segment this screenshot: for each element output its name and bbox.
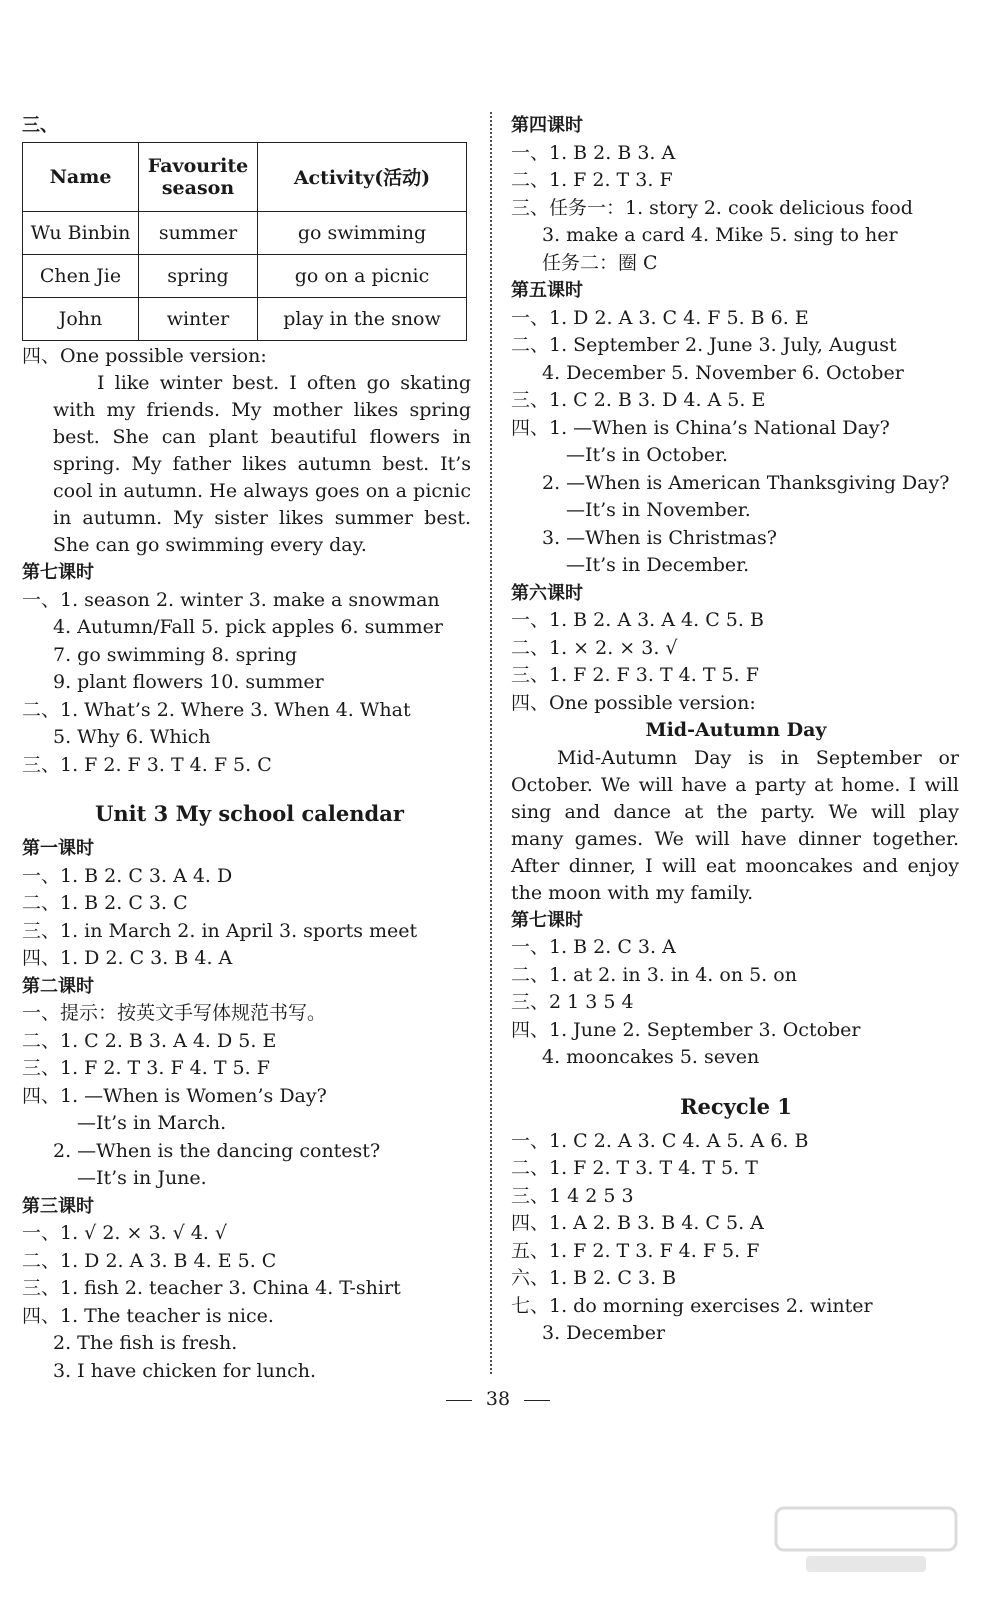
answer-line: 四、1. A 2. B 3. B 4. C 5. A — [511, 1212, 764, 1234]
answer-line: 四、1. —When is Women’s Day? — [22, 1084, 327, 1107]
answer-line: 4. Autumn/Fall 5. pick apples 6. summer — [53, 616, 443, 638]
answer-line: 3. make a card 4. Mike 5. sing to her — [542, 224, 898, 246]
essay-title: Mid-Autumn Day — [645, 719, 827, 741]
answer-line: 三、1. fish 2. teacher 3. China 4. T-shirt — [22, 1277, 401, 1299]
answer-line: 一、提示：按英文手写体规范书写。 — [22, 1002, 327, 1024]
unit-3-title: Unit 3 My school calendar — [95, 801, 404, 826]
answer-line: 二、1. C 2. B 3. A 4. D 5. E — [22, 1029, 277, 1052]
answer-line: 任务二：圈 C — [542, 251, 658, 274]
table-header-season: Favourite season — [139, 142, 258, 211]
lesson-5-title: 第五课时 — [511, 280, 583, 301]
answer-line: 三、1 4 2 5 3 — [511, 1184, 634, 1207]
table-row — [23, 254, 467, 297]
answer-line: 三、2 1 3 5 4 — [511, 991, 634, 1013]
table-cell: go on a picnic — [258, 254, 467, 297]
answer-line: 二、1. What’s 2. Where 3. When 4. What — [22, 698, 411, 721]
answer-line: 二、1. × 2. × 3. √ — [511, 636, 678, 659]
table-header-activity: Activity(活动) — [258, 142, 467, 211]
answer-line: 2. —When is American Thanksgiving Day? — [542, 471, 950, 494]
answer-line: 七、1. do morning exercises 2. winter — [511, 1294, 873, 1317]
answer-line: 三、1. F 2. T 3. F 4. T 5. F — [22, 1057, 270, 1079]
u3-lesson-3-title: 第三课时 — [22, 1195, 94, 1217]
answer-line: 四、1. D 2. C 3. B 4. A — [22, 947, 233, 969]
answer-line: —It’s in December. — [566, 554, 750, 576]
answer-line: 一、1. B 2. A 3. A 4. C 5. B — [511, 609, 764, 631]
essay-mid-autumn: Mid-Autumn Day is in September or October. We will have a party at home. I will sing and dance at the party. We will play many games. We will have dinner together. After dinner, I will eat mooncakes and enjoy the moon with my family. — [511, 746, 959, 904]
answer-line: 一、1. B 2. C 3. A 4. D — [22, 864, 233, 887]
answer-line: 四、1. —When is China’s National Day? — [511, 416, 890, 439]
lesson-6-title: 第六课时 — [511, 582, 583, 604]
answer-line: 一、1. season 2. winter 3. make a snowman — [22, 588, 440, 611]
answer-line: 一、1. √ 2. × 3. √ 4. √ — [22, 1222, 228, 1244]
lesson-7b-title: 第七课时 — [511, 909, 583, 931]
u3-lesson-1-title: 第一课时 — [22, 838, 94, 859]
answer-line: 2. The fish is fresh. — [53, 1332, 238, 1354]
table-header-name: Name — [23, 142, 139, 211]
favourite-season-table — [22, 142, 467, 341]
page-number-dash-right — [524, 1400, 550, 1401]
answer-line: 四、1. The teacher is nice. — [22, 1304, 274, 1327]
essay-winter: I like winter best. I often go skating with my friends. My mother likes spring best. She can plant beautiful flowers in spring. My father likes autumn best. It’s cool in autumn. He always goes on a picnic in autumn. My sister likes summer best. She can go swimming every day. — [53, 372, 471, 556]
table-cell: go swimming — [258, 211, 467, 254]
answer-line: 一、1. D 2. A 3. C 4. F 5. B 6. E — [511, 306, 809, 329]
column-divider — [490, 112, 492, 1374]
table-cell: John — [23, 297, 139, 340]
answer-line: 4. mooncakes 5. seven — [542, 1046, 760, 1068]
answer-line: 二、1. at 2. in 3. in 4. on 5. on — [511, 963, 797, 986]
page-number-dash-left — [446, 1400, 472, 1401]
table-row — [23, 297, 467, 340]
answer-line: 二、1. September 2. June 3. July, August — [511, 334, 897, 356]
table-header-row — [23, 142, 467, 211]
answer-line: —It’s in June. — [77, 1167, 207, 1189]
answer-line: 四、One possible version: — [511, 691, 756, 714]
answer-line: 9. plant flowers 10. summer — [53, 671, 324, 693]
answer-line: 二、1. F 2. T 3. T 4. T 5. T — [511, 1157, 758, 1179]
left-column — [22, 112, 477, 1385]
answer-line: —It’s in March. — [77, 1112, 227, 1134]
answer-line: 3. —When is Christmas? — [542, 526, 777, 549]
answer-line: 三、1. F 2. F 3. T 4. F 5. C — [22, 753, 272, 776]
answer-line: 三、1. in March 2. in April 3. sports meet — [22, 919, 418, 942]
answer-line: 5. Why 6. Which — [53, 726, 211, 748]
answer-line: —It’s in October. — [566, 444, 729, 466]
answer-line: 三、任务一：1. story 2. cook delicious food — [511, 196, 913, 219]
page-number-value: 38 — [485, 1388, 511, 1410]
answer-line: 三、1. F 2. F 3. T 4. T 5. F — [511, 664, 759, 686]
table-cell: Wu Binbin — [23, 211, 139, 254]
lesson-4-title: 第四课时 — [511, 115, 583, 136]
page-number — [0, 1388, 996, 1410]
answer-line: 四、1. June 2. September 3. October — [511, 1018, 861, 1041]
answer-line: 7. go swimming 8. spring — [53, 643, 298, 666]
table-cell: play in the snow — [258, 297, 467, 340]
answer-line: 3. December — [542, 1322, 666, 1344]
answer-line: 五、1. F 2. T 3. F 4. F 5. F — [511, 1239, 760, 1262]
recycle-title: Recycle 1 — [680, 1093, 792, 1119]
watermark-logo-icon — [766, 1500, 966, 1580]
answer-line: 一、1. C 2. A 3. C 4. A 5. A 6. B — [511, 1129, 809, 1152]
answer-line: 三、1. C 2. B 3. D 4. A 5. E — [511, 389, 766, 411]
answer-line: 二、1. D 2. A 3. B 4. E 5. C — [22, 1249, 277, 1272]
lesson-7-title: 第七课时 — [22, 562, 94, 583]
answer-line: 2. —When is the dancing contest? — [53, 1139, 381, 1162]
answer-line: 3. I have chicken for lunch. — [53, 1359, 316, 1382]
answer-line: —It’s in November. — [566, 499, 751, 521]
right-column — [511, 112, 961, 1348]
answer-line: 二、1. B 2. C 3. C — [22, 892, 188, 914]
table-row — [23, 211, 467, 254]
section-3-heading: 三、 — [22, 115, 58, 136]
answer-line: 一、1. B 2. B 3. A — [511, 141, 676, 164]
table-cell: winter — [139, 297, 258, 340]
table-cell: Chen Jie — [23, 254, 139, 297]
table-cell: summer — [139, 211, 258, 254]
table-cell: spring — [139, 254, 258, 297]
u3-lesson-2-title: 第二课时 — [22, 975, 94, 997]
answer-line: 4. December 5. November 6. October — [542, 361, 904, 384]
answer-line: 六、1. B 2. C 3. B — [511, 1267, 677, 1289]
section-4-heading: 四、One possible version: — [22, 344, 267, 367]
answer-line: 一、1. B 2. C 3. A — [511, 936, 676, 958]
answer-line: 二、1. F 2. T 3. F — [511, 169, 673, 191]
